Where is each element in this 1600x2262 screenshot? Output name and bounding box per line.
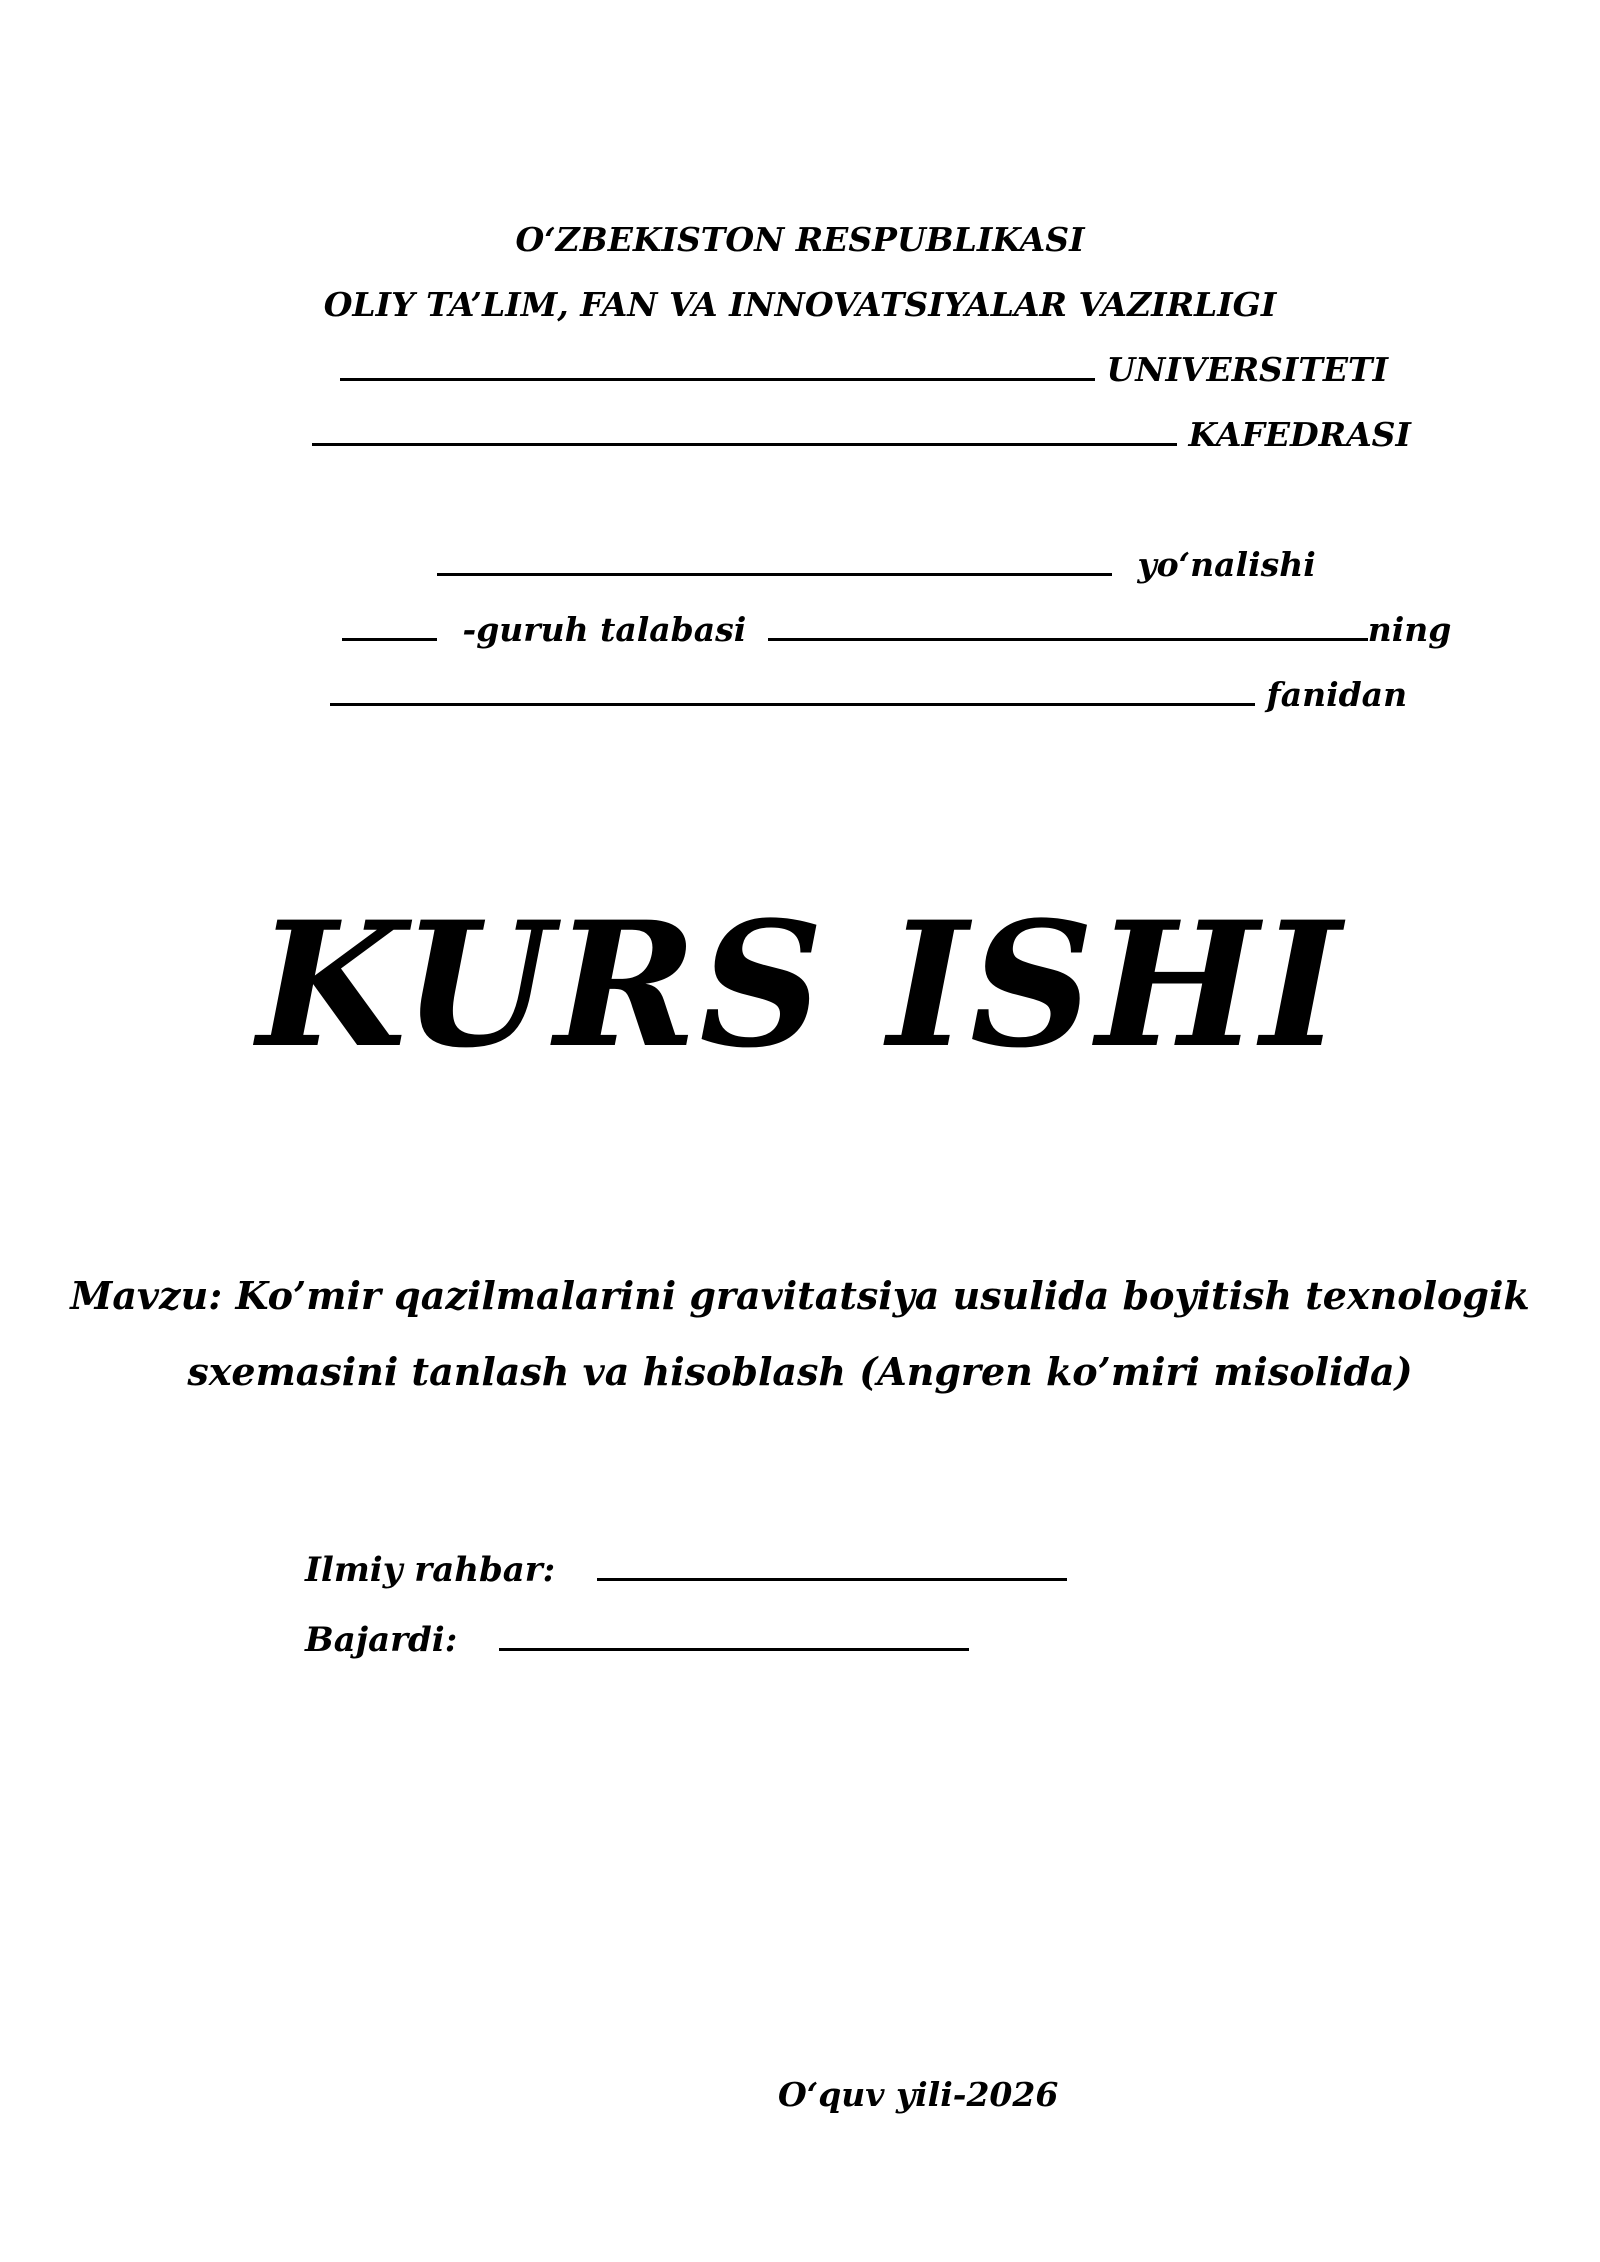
group-line — [342, 610, 1451, 650]
department-blank[interactable] — [312, 415, 1177, 446]
direction-line — [437, 545, 1316, 585]
department-label: KAFEDRASI — [1188, 415, 1411, 454]
group-label: -guruh talabasi — [462, 610, 747, 649]
name-suffix: ning — [1367, 610, 1452, 649]
ministry-heading: OLIY TA’LIM, FAN VA INNOVATSIYALAR VAZIRLIGI — [323, 285, 1277, 324]
subject-blank[interactable] — [330, 675, 1255, 706]
direction-blank[interactable] — [437, 545, 1112, 576]
performer-blank[interactable] — [499, 1620, 969, 1651]
subject-label: fanidan — [1266, 675, 1408, 714]
supervisor-row — [305, 1550, 1067, 1590]
university-blank[interactable] — [340, 350, 1095, 381]
university-label: UNIVERSITETI — [1106, 350, 1389, 389]
country-heading: O‘ZBEKISTON RESPUBLIKASI — [515, 220, 1085, 259]
group-number-blank[interactable] — [342, 610, 437, 641]
academic-year: O‘quv yili-2026 — [778, 2075, 1059, 2114]
supervisor-label: Ilmiy rahbar: — [305, 1550, 556, 1590]
performer-label: Bajardi: — [305, 1620, 458, 1660]
document-title: KURS ISHI — [256, 883, 1344, 1086]
direction-label: yo‘nalishi — [1137, 545, 1316, 584]
university-line — [340, 350, 1388, 390]
student-name-blank[interactable] — [768, 610, 1368, 641]
subject-line — [330, 675, 1407, 715]
department-line — [312, 415, 1411, 455]
topic-line-1: Mavzu: Ko’mir qazilmalarini gravitatsiya usulida boyitish texnologik — [70, 1273, 1530, 1318]
topic-line-2: sxemasini tanlash va hisoblash (Angren ko’miri misolida) — [187, 1349, 1413, 1394]
supervisor-blank[interactable] — [597, 1550, 1067, 1581]
performer-row — [305, 1620, 969, 1660]
